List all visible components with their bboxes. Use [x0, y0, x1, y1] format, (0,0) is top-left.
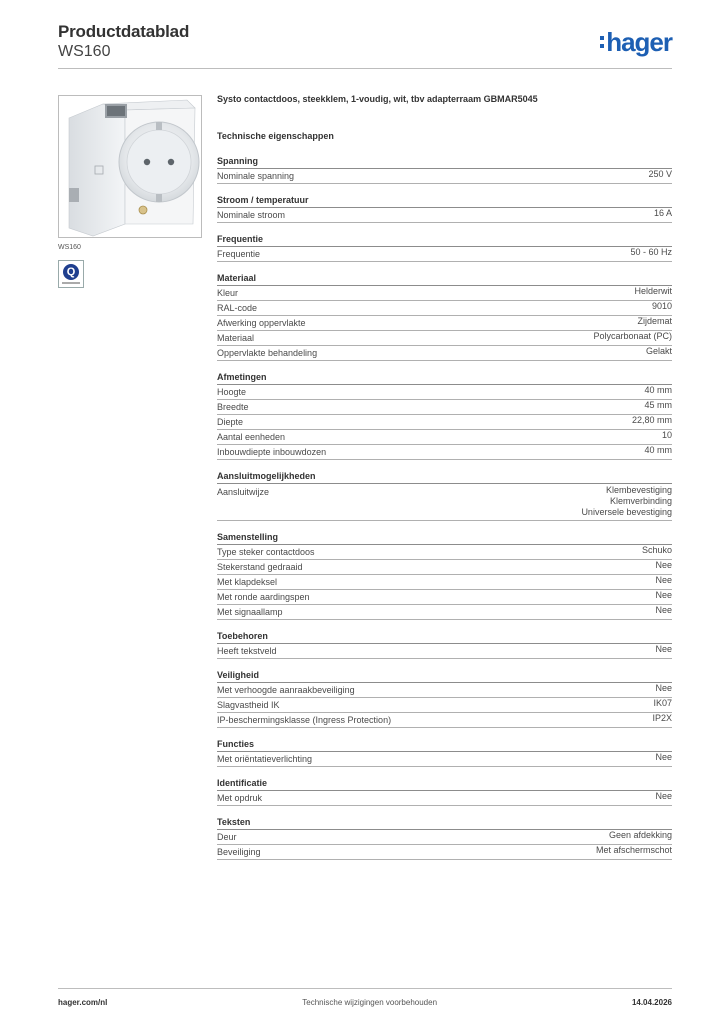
spec-value [644, 445, 672, 456]
spec-row [217, 430, 672, 445]
header-divider [58, 68, 672, 69]
spec-value-line: Gelakt [645, 346, 672, 356]
footer-disclaimer: Technische wijzigingen voorbehouden [302, 998, 438, 1007]
footer-website[interactable]: hager.com/nl [58, 998, 108, 1007]
spec-row [217, 830, 672, 845]
spec-value [662, 430, 672, 441]
section-title: Veiligheid [217, 668, 672, 683]
spec-section [217, 469, 672, 521]
page-header [58, 22, 672, 70]
left-column [58, 95, 202, 288]
logo-text: hager [606, 26, 672, 57]
spec-label: RAL-code [217, 303, 258, 313]
technical-heading: Technische eigenschappen [217, 131, 334, 141]
spec-label: Breedte [217, 402, 249, 412]
spec-label: Slagvastheid IK [217, 700, 280, 710]
spec-label: Nominale spanning [217, 171, 295, 181]
spec-section [217, 668, 672, 728]
spec-row [217, 845, 672, 860]
spec-value-line: Nee [655, 605, 672, 615]
spec-value [646, 346, 672, 357]
spec-label: Aantal eenheden [217, 432, 286, 442]
spec-value [655, 590, 672, 601]
spec-value-line: Universele bevestiging [581, 507, 672, 517]
spec-value-line: Geen afdekking [608, 830, 672, 840]
spec-value [655, 560, 672, 571]
specifications [217, 94, 672, 860]
spec-row [217, 169, 672, 184]
section-title: Afmetingen [217, 370, 672, 385]
spec-value-line: Nee [655, 560, 672, 570]
spec-value-line: IP2X [652, 713, 672, 723]
spec-label: Inbouwdiepte inbouwdozen [217, 447, 327, 457]
spec-label: Beveiliging [217, 847, 261, 857]
spec-value [655, 791, 672, 802]
section-title: Aansluitmogelijkheden [217, 469, 672, 484]
spec-value-line: Helderwit [634, 286, 672, 296]
spec-value-line: 10 [661, 430, 672, 440]
spec-value [653, 698, 672, 709]
quality-mark-icon: Q [63, 264, 79, 280]
spec-value-line: 40 mm [644, 385, 672, 395]
spec-value-line: 250 V [648, 169, 672, 179]
spec-value [642, 545, 672, 556]
spec-value-line: 9010 [651, 301, 672, 311]
section-title: Spanning [217, 154, 672, 169]
page-footer [58, 988, 672, 1018]
spec-value-line: 40 mm [644, 445, 672, 455]
spec-value-line: Polycarbonaat (PC) [593, 331, 672, 341]
spec-section [217, 815, 672, 860]
spec-value-line: Met afschermschot [595, 845, 672, 855]
spec-section [217, 193, 672, 223]
spec-row [217, 791, 672, 806]
product-code: WS160 [58, 43, 111, 60]
spec-label: Met oriëntatieverlichting [217, 754, 313, 764]
quality-badge [58, 260, 84, 288]
section-title: Frequentie [217, 232, 672, 247]
spec-label: Aansluitwijze [217, 487, 270, 497]
spec-row [217, 301, 672, 316]
spec-label: Kleur [217, 288, 239, 298]
spec-label: Hoogte [217, 387, 247, 397]
spec-row [217, 346, 672, 361]
spec-section [217, 271, 672, 361]
spec-label: Heeft tekstveld [217, 646, 277, 656]
spec-value [644, 385, 672, 396]
spec-value [652, 301, 672, 312]
spec-label: Diepte [217, 417, 244, 427]
spec-row [217, 713, 672, 728]
spec-label: Met verhoogde aanraakbeveiliging [217, 685, 355, 695]
spec-value-line: Klemverbinding [609, 496, 672, 506]
spec-value-line: Nee [655, 575, 672, 585]
spec-label: Afwerking oppervlakte [217, 318, 306, 328]
spec-label: Oppervlakte behandeling [217, 348, 318, 358]
spec-label: Met signaallamp [217, 607, 283, 617]
spec-row [217, 286, 672, 301]
spec-value [655, 575, 672, 586]
spec-label: Frequentie [217, 249, 261, 259]
spec-value [655, 752, 672, 763]
spec-value [630, 247, 672, 258]
spec-value [652, 713, 672, 724]
spec-label: Materiaal [217, 333, 255, 343]
spec-row [217, 545, 672, 560]
spec-row [217, 698, 672, 713]
section-title: Identificatie [217, 776, 672, 791]
spec-section [217, 530, 672, 620]
spec-row [217, 415, 672, 430]
spec-value-line: Nee [655, 752, 672, 762]
image-caption: WS160 [58, 244, 81, 251]
spec-label: Met klapdeksel [217, 577, 278, 587]
spec-row [217, 385, 672, 400]
spec-value [632, 415, 672, 426]
spec-value-line: Nee [655, 791, 672, 801]
spec-label: Met ronde aardingspen [217, 592, 310, 602]
spec-row [217, 575, 672, 590]
spec-value-line: 16 A [653, 208, 672, 218]
logo-dots-icon [600, 34, 604, 50]
spec-value [655, 605, 672, 616]
spec-value-line: IK07 [653, 698, 672, 708]
spec-label: IP-beschermingsklasse (Ingress Protection) [217, 715, 392, 725]
spec-label: Stekerstand gedraaid [217, 562, 303, 572]
section-title: Materiaal [217, 271, 672, 286]
spec-section [217, 776, 672, 806]
hager-logo [600, 27, 672, 57]
spec-section [217, 629, 672, 659]
spec-label: Deur [217, 832, 237, 842]
socket-illustration [59, 96, 202, 238]
spec-value [655, 644, 672, 655]
spec-label: Met opdruk [217, 793, 263, 803]
spec-value [593, 331, 672, 342]
spec-value [634, 286, 672, 297]
product-description: Systo contactdoos, steekklem, 1-voudig, wit, tbv adapterraam GBMAR5045 [217, 94, 538, 104]
spec-value [644, 400, 672, 411]
spec-row [217, 484, 672, 521]
spec-sections [217, 154, 672, 860]
spec-row [217, 400, 672, 415]
section-title: Stroom / temperatuur [217, 193, 672, 208]
spec-value-line: Nee [655, 644, 672, 654]
spec-value-line: Klembevestiging [605, 485, 672, 495]
spec-row [217, 683, 672, 698]
spec-value-line: Zijdemat [637, 316, 672, 326]
spec-section [217, 370, 672, 460]
section-title: Samenstelling [217, 530, 672, 545]
spec-value-line: Nee [655, 590, 672, 600]
spec-row [217, 752, 672, 767]
spec-value [655, 683, 672, 694]
spec-value [581, 485, 672, 518]
spec-value-line: Schuko [641, 545, 672, 555]
spec-row [217, 445, 672, 460]
section-title: Teksten [217, 815, 672, 830]
section-title: Functies [217, 737, 672, 752]
document-title: Productdatablad [58, 22, 190, 41]
spec-value [648, 169, 672, 180]
footer-date: 14.04.2026 [631, 998, 672, 1007]
spec-row [217, 590, 672, 605]
spec-row [217, 605, 672, 620]
spec-section [217, 154, 672, 184]
spec-value-line: 45 mm [644, 400, 672, 410]
spec-section [217, 232, 672, 262]
spec-value-line: Nee [655, 683, 672, 693]
spec-row [217, 208, 672, 223]
spec-row [217, 247, 672, 262]
spec-label: Nominale stroom [217, 210, 286, 220]
footer-divider [58, 988, 672, 989]
product-image [58, 95, 202, 238]
spec-value [654, 208, 672, 219]
spec-value [609, 830, 672, 841]
spec-value [596, 845, 672, 856]
spec-row [217, 560, 672, 575]
spec-row [217, 331, 672, 346]
spec-row [217, 644, 672, 659]
section-title: Toebehoren [217, 629, 672, 644]
spec-label: Type steker contactdoos [217, 547, 315, 557]
spec-value [637, 316, 672, 327]
spec-value-line: 50 - 60 Hz [630, 247, 672, 257]
spec-section [217, 737, 672, 767]
spec-row [217, 316, 672, 331]
spec-value-line: 22,80 mm [631, 415, 672, 425]
